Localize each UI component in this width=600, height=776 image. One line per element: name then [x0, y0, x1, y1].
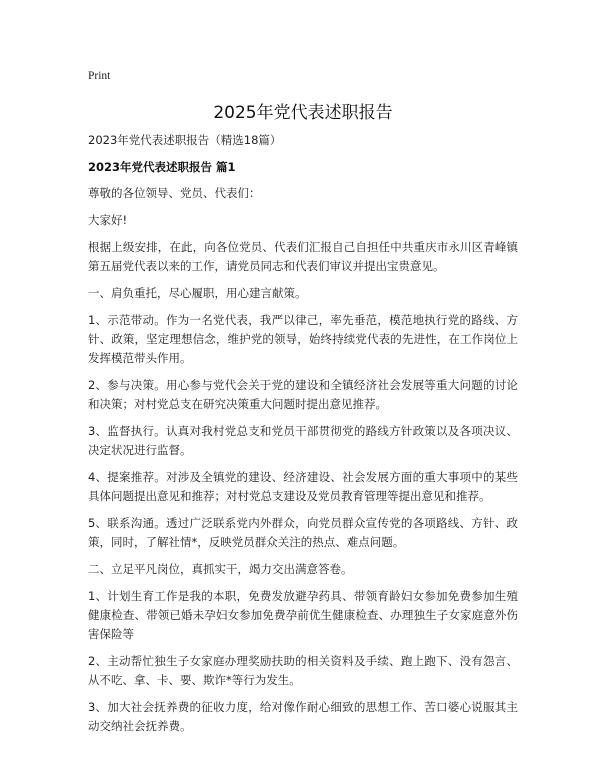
print-label: Print — [88, 70, 111, 82]
salutation: 尊敬的各位领导、党员、代表们： — [88, 186, 261, 200]
document-title: 2025年党代表述职报告 — [213, 103, 393, 123]
paragraph-item: 2、主动帮忙独生子女家庭办理奖励扶助的相关资料及手续、跑上跑下、没有怨言、从不吃、拿、卡、要、欺诈*等行为发生。 — [88, 654, 518, 687]
paragraph-item: 4、提案推荐。对涉及全镇党的建设、经济建设、社会发展方面的重大事项中的某些具体问题提出意见和推荐；对村党总支建设及党员教育管理等提出意见和推荐。 — [88, 470, 518, 503]
intro-paragraph: 根据上级安排，在此，向各位党员、代表们汇报自己自担任中共重庆市永川区青峰镇第五届党代表以来的工作，请党员同志和代表们审议并提出宝贵意见。 — [88, 240, 518, 273]
part-two-heading: 二、立足平凡岗位，真抓实干，竭力交出满意答卷。 — [88, 562, 353, 576]
paragraph-item: 3、加大社会抚养费的征收力度，给对像作耐心细致的思想工作、苦口婆心说服其主动交纳社会抚养费。 — [88, 700, 518, 733]
paragraph-item: 1、计划生育工作是我的本职，免费发放避孕药具、带领育龄妇女参加免费参加生殖健康检查、带领已婚未孕妇女参加免费孕前优生健康检查、办理独生子女家庭意外伤害保险等 — [88, 589, 518, 641]
paragraph-item: 5、联系沟通。透过广泛联系党内外群众，向党员群众宣传党的各项路线、方针、政策，同时，了解社情*，反映党员群众关注的热点、难点问题。 — [88, 516, 518, 549]
greeting: 大家好! — [88, 213, 128, 227]
part-one-heading: 一、肩负重托，尽心履职，用心建言献策。 — [88, 286, 307, 300]
section-heading: 2023年党代表述职报告 篇1 — [88, 160, 236, 174]
paragraph-item: 2、参与决策。用心参与党代会关于党的建设和全镇经济社会发展等重大问题的讨论和决策；对村党总支在研究决策重大问题时提出意见推荐。 — [88, 378, 518, 411]
document-body — [88, 184, 518, 744]
paragraph-item: 3、监督执行。认真对我村党总支和党员干部贯彻党的路线方针政策以及各项决议、决定状况进行监督。 — [88, 424, 518, 457]
paragraph-item: 1、示范带动。作为一名党代表，我严以律己，率先垂范，模范地执行党的路线、方针、政策，坚定理想信念，维护党的领导，始终持续党代表的先进性，在工作岗位上发挥模范带头作用。 — [88, 313, 518, 365]
document-subtitle: 2023年党代表述职报告（精选18篇） — [88, 133, 282, 147]
